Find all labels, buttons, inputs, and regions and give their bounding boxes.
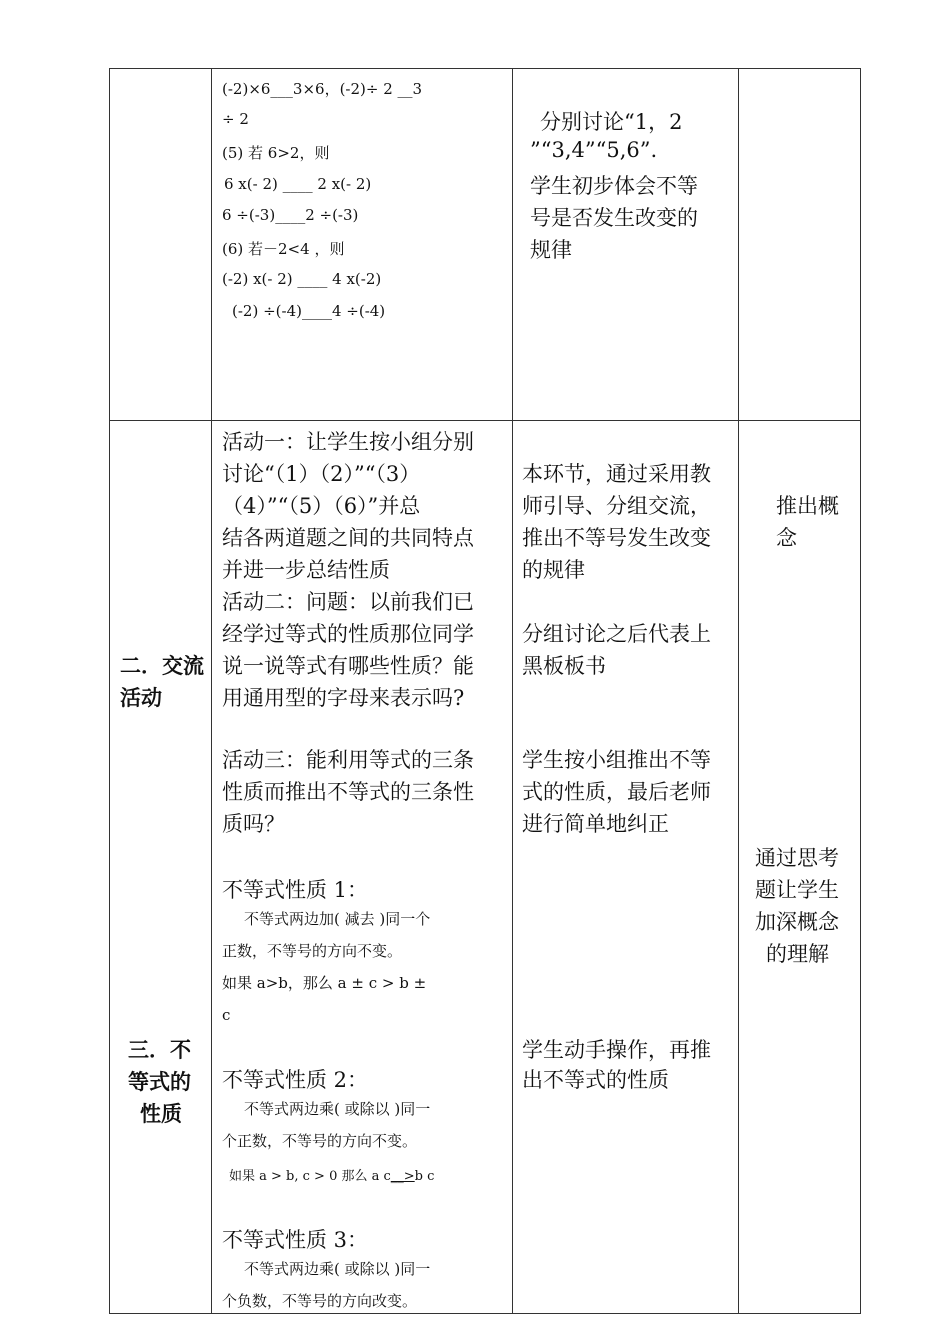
exercise-heading: (6) 若－2<4 ，则	[222, 240, 345, 258]
activity-line: 活动一：让学生按小组分别	[222, 430, 474, 454]
exercise-line: (-2) x(- 2) ____ 4 x(-2)	[222, 270, 382, 288]
property-1-title: 不等式性质 1：	[222, 878, 369, 902]
table-top-border	[109, 68, 861, 69]
activity-line: 用通用型的字母来表示吗?	[222, 686, 465, 710]
note-line: 式的性质，最后老师	[522, 780, 711, 804]
exercise-line: 6 ÷(-3)____2 ÷(-3)	[222, 206, 359, 224]
exercise-heading: (5) 若 6>2，则	[222, 144, 330, 162]
formula-part: b c	[414, 1169, 435, 1184]
column-border-4	[738, 68, 739, 1314]
note-line: 本环节，通过采用教	[522, 462, 711, 486]
column-border-2	[211, 68, 212, 1314]
note-line: 分别讨论“1，2	[540, 110, 683, 134]
property-2-text: 不等式两边乘( 或除以 )同一	[244, 1100, 431, 1118]
note-line: ”“3,4”“5,6”.	[530, 138, 658, 162]
purpose-line: 加深概念	[755, 910, 839, 934]
exercise-line: (-2)×6___3×6，(-2)÷ 2 __3	[222, 80, 423, 98]
section-label: 活动	[120, 686, 162, 710]
note-line: 号是否发生改变的	[530, 206, 698, 230]
activity-line: （4）”“（5）（6）”并总	[222, 494, 421, 518]
note-line: 规律	[530, 238, 572, 262]
activity-line: 讨论“（1）（2）”“（3）	[222, 462, 421, 486]
activity-line: 说一说等式有哪些性质？能	[222, 654, 474, 678]
property-3-title: 不等式性质 3：	[222, 1228, 369, 1252]
property-1-text: 正数，不等号的方向不变。	[222, 942, 403, 960]
note-line: 学生按小组推出不等	[522, 748, 711, 772]
formula-answer: __>	[390, 1169, 415, 1184]
property-1-formula: c	[222, 1006, 231, 1024]
property-1-text: 不等式两边加( 减去 )同一个	[244, 910, 431, 928]
table-bottom-border	[109, 1313, 861, 1314]
section-label: 等式的	[128, 1070, 191, 1094]
note-line: 师引导、分组交流，	[522, 494, 711, 518]
exercise-line: (-2) ÷(-4)____4 ÷(-4)	[232, 302, 386, 320]
exercise-line: 6 x(- 2) ____ 2 x(- 2)	[224, 175, 372, 193]
property-3-text: 个负数，不等号的方向改变。	[222, 1292, 418, 1310]
exercise-line: ÷ 2	[222, 110, 249, 128]
section-label: 性质	[140, 1102, 182, 1126]
note-line: 出不等式的性质	[522, 1068, 669, 1092]
activity-line: 性质而推出不等式的三条性	[222, 780, 474, 804]
column-border-3	[512, 68, 513, 1314]
purpose-line: 推出概	[776, 494, 839, 518]
purpose-line: 念	[776, 526, 797, 550]
section-label: 三．不	[128, 1038, 191, 1062]
purpose-line: 通过思考	[755, 846, 839, 870]
column-border-1	[109, 68, 110, 1314]
property-1-formula: 如果 a>b，那么 a ± c > b ±	[222, 974, 427, 992]
column-border-5	[860, 68, 861, 1314]
formula-part: 如果 a > b, c > 0 那么 a c	[229, 1169, 391, 1184]
note-line: 黑板板书	[522, 654, 606, 678]
activity-line: 活动三：能利用等式的三条	[222, 748, 474, 772]
note-line: 学生初步体会不等	[530, 174, 698, 198]
activity-line: 经学过等式的性质那位同学	[222, 622, 474, 646]
note-line: 的规律	[522, 558, 585, 582]
property-2-text: 个正数，不等号的方向不变。	[222, 1132, 418, 1150]
property-2-title: 不等式性质 2：	[222, 1068, 369, 1092]
note-line: 学生动手操作，再推	[522, 1038, 711, 1062]
activity-line: 活动二：问题：以前我们已	[222, 590, 474, 614]
purpose-line: 的理解	[766, 942, 829, 966]
purpose-line: 题让学生	[755, 878, 839, 902]
section-label: 二．交流	[120, 654, 204, 678]
row-divider-1	[109, 420, 861, 421]
activity-line: 质吗？	[222, 812, 285, 836]
property-3-text: 不等式两边乘( 或除以 )同一	[244, 1260, 431, 1278]
activity-line: 结各两道题之间的共同特点	[222, 526, 474, 550]
note-line: 进行简单地纠正	[522, 812, 669, 836]
property-2-formula	[229, 1165, 434, 1184]
activity-line: 并进一步总结性质	[222, 558, 390, 582]
note-line: 推出不等号发生改变	[522, 526, 711, 550]
note-line: 分组讨论之后代表上	[522, 622, 711, 646]
